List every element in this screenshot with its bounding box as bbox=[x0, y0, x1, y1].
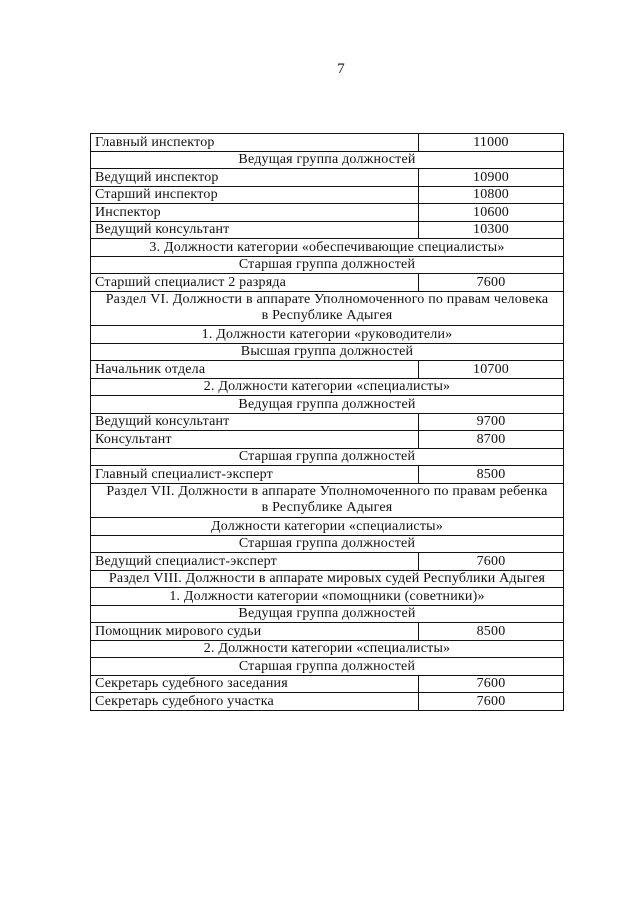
group-heading: Старшая группа должностей bbox=[91, 448, 564, 466]
group-heading: Ведущая группа должностей bbox=[91, 605, 564, 623]
position-name: Помощник мирового судьи bbox=[91, 623, 419, 641]
salary-value: 7600 bbox=[419, 675, 564, 693]
category-heading: 2. Должности категории «специалисты» bbox=[91, 640, 564, 658]
position-name: Секретарь судебного участка bbox=[91, 693, 419, 711]
position-row bbox=[91, 693, 564, 711]
position-row bbox=[91, 431, 564, 449]
group-row bbox=[91, 605, 564, 623]
salary-table bbox=[90, 133, 564, 711]
category-row bbox=[91, 326, 564, 344]
position-name: Ведущий инспектор bbox=[91, 169, 419, 187]
salary-value: 10900 bbox=[419, 169, 564, 187]
position-name: Главный инспектор bbox=[91, 134, 419, 152]
section-heading-line: Раздел VII. Должности в аппарате Уполномоченного по правам ребенка bbox=[106, 484, 548, 500]
position-name: Ведущий специалист-эксперт bbox=[91, 553, 419, 571]
group-row bbox=[91, 396, 564, 414]
section-heading-line: в Республике Адыгея bbox=[261, 308, 393, 324]
group-heading: Старшая группа должностей bbox=[91, 535, 564, 553]
section-heading-line: в Республике Адыгея bbox=[261, 500, 393, 516]
position-row bbox=[91, 134, 564, 152]
group-row bbox=[91, 343, 564, 361]
salary-value: 10300 bbox=[419, 221, 564, 239]
salary-value: 8700 bbox=[419, 431, 564, 449]
category-heading: 1. Должности категории «помощники (советники)» bbox=[91, 588, 564, 606]
position-name: Старший инспектор bbox=[91, 186, 419, 204]
position-name: Консультант bbox=[91, 431, 419, 449]
position-row bbox=[91, 221, 564, 239]
category-heading: Должности категории «специалисты» bbox=[91, 518, 564, 536]
position-name: Старший специалист 2 разряда bbox=[91, 274, 419, 292]
salary-value: 7600 bbox=[419, 553, 564, 571]
section-heading bbox=[91, 483, 564, 518]
position-row bbox=[91, 553, 564, 571]
section-row bbox=[91, 291, 564, 326]
section-row bbox=[91, 570, 564, 588]
position-row bbox=[91, 204, 564, 222]
position-row bbox=[91, 466, 564, 484]
section-row bbox=[91, 483, 564, 518]
position-name: Инспектор bbox=[91, 204, 419, 222]
category-row bbox=[91, 239, 564, 257]
salary-value: 10800 bbox=[419, 186, 564, 204]
position-row bbox=[91, 623, 564, 641]
position-name: Главный специалист-эксперт bbox=[91, 466, 419, 484]
section-heading bbox=[91, 291, 564, 326]
group-row bbox=[91, 151, 564, 169]
position-row bbox=[91, 361, 564, 379]
category-heading: 3. Должности категории «обеспечивающие специалисты» bbox=[91, 239, 564, 257]
salary-value: 8500 bbox=[419, 623, 564, 641]
group-row bbox=[91, 448, 564, 466]
position-row bbox=[91, 186, 564, 204]
section-heading: Раздел VIII. Должности в аппарате мировых судей Республики Адыгея bbox=[91, 570, 564, 588]
group-heading: Старшая группа должностей bbox=[91, 256, 564, 274]
group-row bbox=[91, 535, 564, 553]
category-heading: 1. Должности категории «руководители» bbox=[91, 326, 564, 344]
salary-value: 9700 bbox=[419, 413, 564, 431]
group-row bbox=[91, 256, 564, 274]
salary-value: 10600 bbox=[419, 204, 564, 222]
position-row bbox=[91, 675, 564, 693]
position-name: Секретарь судебного заседания bbox=[91, 675, 419, 693]
salary-value: 8500 bbox=[419, 466, 564, 484]
category-row bbox=[91, 588, 564, 606]
position-row bbox=[91, 274, 564, 292]
group-heading: Ведущая группа должностей bbox=[91, 151, 564, 169]
category-row bbox=[91, 378, 564, 396]
page-number: 7 bbox=[337, 61, 345, 77]
group-heading: Высшая группа должностей bbox=[91, 343, 564, 361]
position-row bbox=[91, 413, 564, 431]
group-heading: Старшая группа должностей bbox=[91, 658, 564, 676]
group-row bbox=[91, 658, 564, 676]
salary-value: 7600 bbox=[419, 693, 564, 711]
position-row bbox=[91, 169, 564, 187]
category-heading: 2. Должности категории «специалисты» bbox=[91, 378, 564, 396]
position-name: Начальник отдела bbox=[91, 361, 419, 379]
position-name: Ведущий консультант bbox=[91, 413, 419, 431]
category-row bbox=[91, 640, 564, 658]
position-name: Ведущий консультант bbox=[91, 221, 419, 239]
section-heading-line: Раздел VI. Должности в аппарате Уполномоченного по правам человека bbox=[105, 292, 549, 308]
group-heading: Ведущая группа должностей bbox=[91, 396, 564, 414]
salary-value: 11000 bbox=[419, 134, 564, 152]
salary-value: 7600 bbox=[419, 274, 564, 292]
category-row bbox=[91, 518, 564, 536]
salary-value: 10700 bbox=[419, 361, 564, 379]
